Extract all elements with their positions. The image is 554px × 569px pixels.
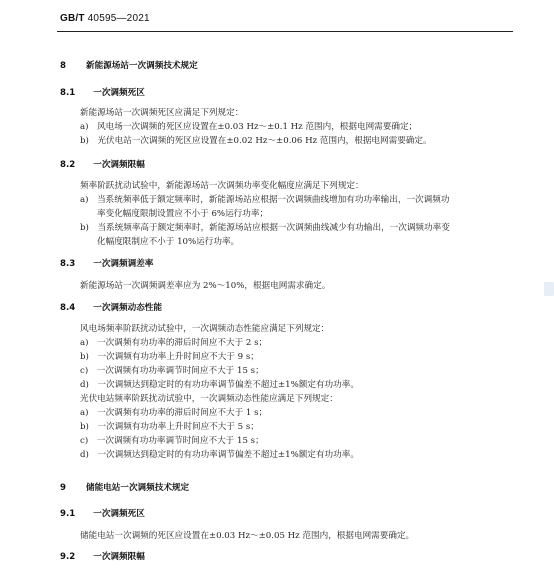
section-number: 8.2 [60, 160, 76, 170]
section-title: 一次调频限幅 [93, 552, 145, 562]
section-heading-8-4 [60, 302, 162, 314]
list-item: a) 风电场一次调频的死区应设置在±0.03 Hz～±0.1 Hz 范围内，根据电网需要确定； [80, 122, 418, 132]
section-number: 8.3 [60, 259, 76, 269]
section-title: 储能电站一次调频技术规定 [85, 483, 190, 493]
header-rule [57, 31, 513, 32]
section-title: 一次调频死区 [93, 88, 145, 98]
standard-code: 40595—2021 [87, 13, 150, 24]
section-number: 9.1 [60, 509, 76, 519]
list-item: a) 一次调频有功功率的滞后时间应不大于 1 s； [80, 408, 268, 418]
section-number: 8 [60, 61, 66, 71]
section-title: 新能源场站一次调频技术规定 [85, 61, 198, 71]
list-item: b) 一次调频有功功率上升时间应不大于 9 s； [80, 352, 259, 362]
section-heading-9 [60, 482, 189, 494]
paragraph: 风电场频率阶跃扰动试验中，一次调频动态性能应满足下列规定： [80, 324, 330, 334]
list-item: b) 光伏电站一次调频的死区应设置在±0.02 Hz～±0.06 Hz 范围内，根据电网需要确定。 [80, 136, 432, 146]
section-title: 一次调频动态性能 [93, 303, 162, 313]
list-item: d) 一次调频达到稳定时的有功功率调节偏差不超过±1%额定有功功率。 [80, 450, 359, 460]
list-item: a) 一次调频有功功率的滞后时间应不大于 2 s； [80, 338, 268, 348]
list-item: c) 一次调频有功功率调节时间应不大于 15 s； [80, 366, 264, 376]
standard-prefix: GB/T [60, 13, 85, 24]
section-heading-8-2 [60, 159, 145, 171]
section-heading-9-2 [60, 551, 145, 563]
section-heading-8-3 [60, 258, 153, 270]
list-item: a) 当系统频率低于额定频率时，新能源场站应根据一次调频曲线增加有功功率输出，一次调频功 [80, 195, 450, 205]
section-number: 8.4 [60, 303, 76, 313]
section-title: 一次调频调差率 [93, 259, 154, 269]
list-item: b) 当系统频率高于额定频率时，新能源场站应根据一次调频曲线减少有功输出，一次调频功率变 [80, 223, 450, 233]
paragraph: 储能电站一次调频的死区应设置在±0.03 Hz～±0.05 Hz 范围内，根据电网需要确定。 [80, 531, 415, 541]
section-title: 一次调频死区 [93, 509, 145, 519]
section-title: 一次调频限幅 [93, 160, 145, 170]
paragraph: 新能源场站一次调频死区应满足下列规定： [80, 108, 244, 118]
list-item: d) 一次调频达到稳定时的有功功率调节偏差不超过±1%额定有功功率。 [80, 380, 359, 390]
list-item-continuation: 率变化幅度限制设置应不小于 6%运行功率； [97, 209, 269, 219]
page-edge-marker [544, 282, 554, 296]
section-number: 9 [60, 483, 66, 493]
list-item: c) 一次调频有功功率调节时间应不大于 15 s； [80, 436, 264, 446]
paragraph: 频率阶跃扰动试验中，新能源场站一次调频功率变化幅度应满足下列规定： [80, 181, 364, 191]
section-heading-9-1 [60, 508, 145, 520]
list-item-continuation: 化幅度限制应不小于 10%运行功率。 [97, 237, 240, 247]
section-heading-8 [60, 60, 198, 72]
paragraph: 新能源场站一次调频调差率应为 2%～10%，根据电网需求确定。 [80, 281, 331, 291]
list-item: b) 一次调频有功功率上升时间应不大于 5 s； [80, 422, 259, 432]
section-heading-8-1 [60, 87, 145, 99]
section-number: 8.1 [60, 88, 76, 98]
standard-number [60, 13, 150, 24]
section-number: 9.2 [60, 552, 76, 562]
paragraph: 光伏电站频率阶跃扰动试验中，一次调频动态性能应满足下列规定： [80, 394, 338, 404]
